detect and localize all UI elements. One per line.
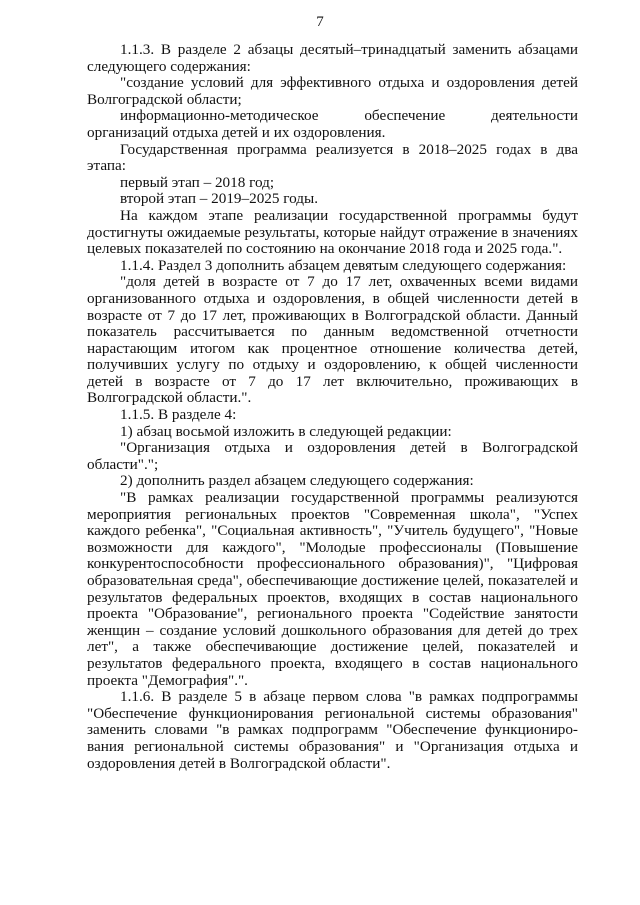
- paragraph-stage-two: второй этап – 2019–2025 годы.: [120, 190, 319, 208]
- paragraph-regional-projects: "В рамках реализации государственной программы реализуются мероприятия региональных проектов "Современная школа", "Успех каждого ребенка", "Социальная активность", "Учитель будущего", "Новые возможности для каждого", "Молодые профессионалы (Повышение конкурентоспособности профессионального образования)", "Цифровая образовательная среда", обеспечивающие достижение целей, показателей и результатов федеральных проектов, входящих в состав национального проекта "Образование", регионального проекта "Содействие занятости женщин – создание условий дошкольного образования для детей до трех лет", а также обеспечивающие достижение целей, показателей и результатов федерального проекта, входящего в состав национального проекта "Демография".".: [87, 489, 578, 689]
- paragraph-methodical-support: информационно-методическое обеспечение деятельности организаций отдыха детей и их оздоровления.: [87, 107, 578, 141]
- page-number: 7: [316, 14, 324, 30]
- paragraph-item-one: 1) абзац восьмой изложить в следующей редакции:: [120, 422, 452, 440]
- document-body: [87, 42, 578, 772]
- paragraph-1-1-4: 1.1.4. Раздел 3 дополнить абзацем девятым следующего содержания:: [120, 256, 567, 274]
- paragraph-quote-start: "создание условий для эффективного отдыха и оздоровления детей Волгоградской области;: [87, 74, 578, 108]
- paragraph-expected-results: На каждом этапе реализации государственной программы будут достигнуты ожидаемые результаты, которые найдут отражение в значениях целевых показателей по состоянию на окончание 2018 года и 2025 года.".: [87, 206, 578, 258]
- paragraph-item-one-text: "Организация отдыха и оздоровления детей в Волгоградской области".";: [87, 439, 578, 473]
- paragraph-program-periods: Государственная программа реализуется в 2018–2025 годах в два этапа:: [87, 140, 578, 175]
- paragraph-1-1-5: 1.1.5. В разделе 4:: [120, 406, 237, 424]
- paragraph-1-1-6: 1.1.6. В разделе 5 в абзаце первом слова "в рамках подпрограммы "Обеспечение функционирования региональной системы образования" заменить словами "в рамках подпрограмм "Обеспечение функциониро-вания региональной системы образования" и "Организация отдыха и оздоровления детей в Волгоградской области".: [87, 688, 578, 772]
- paragraph-1-1-3: 1.1.3. В разделе 2 абзацы десятый–тринадцатый заменить абзацами следующего содержания:: [87, 41, 578, 75]
- paragraph-item-two: 2) дополнить раздел абзацем следующего содержания:: [120, 472, 474, 490]
- paragraph-stage-one: первый этап – 2018 год;: [120, 173, 275, 191]
- paragraph-indicator-definition: "доля детей в возрасте от 7 до 17 лет, охваченных всеми видами организованного отдыха и оздоровления, в общей численности детей в возрасте от 7 до 17 лет, проживающих в Волгоградской области. Данный показатель рассчитывается по данным ведомственной отчетности нарастающим итогом как процентное отношение количества детей, получивших услугу по отдыху и оздоровлению, к общей численности детей в возрасте от 7 до 17 лет включительно, проживающих в Волгоградской области.".: [87, 273, 578, 407]
